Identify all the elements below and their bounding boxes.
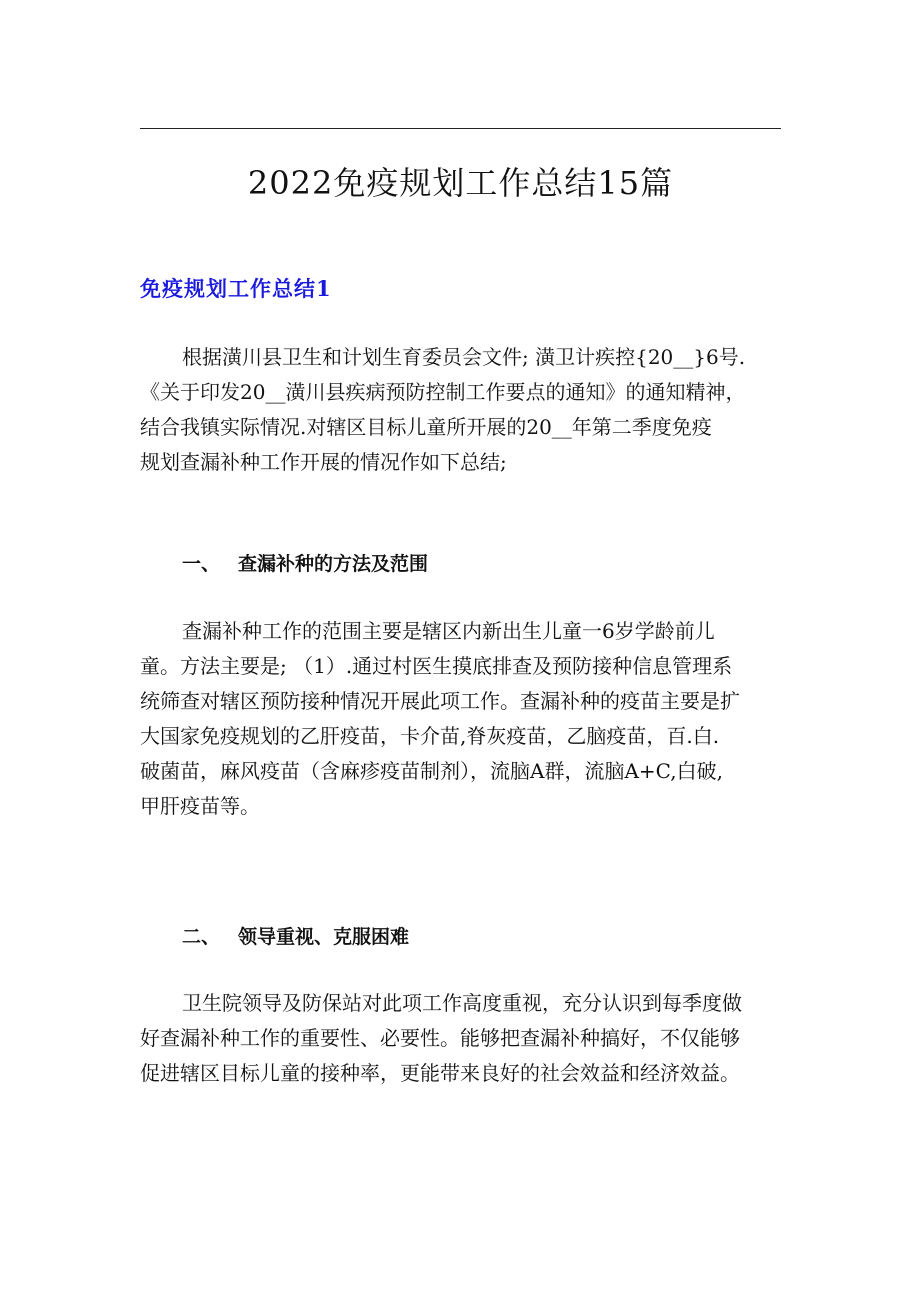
paragraph-line: 促进辖区目标儿童的接种率，更能带来良好的社会效益和经济效益。 — [140, 1061, 740, 1085]
intro-line: 规划查漏补种工作开展的情况作如下总结; — [140, 450, 507, 474]
paragraph-2 — [140, 986, 781, 1091]
heading-2-text: 领导重视、克服困难 — [238, 926, 410, 948]
paragraph-line: 统筛查对辖区预防接种情况开展此项工作。查漏补种的疫苗主要是扩 — [140, 689, 740, 713]
intro-line: 《关于印发20__潢川县疾病预防控制工作要点的通知》的通知精神， — [140, 380, 746, 404]
paragraph-line: 查漏补种工作的范围主要是辖区内新出生儿童一6岁学龄前儿 — [182, 619, 715, 643]
document-title: 2022免疫规划工作总结15篇 — [247, 164, 674, 202]
paragraph-line: 卫生院领导及防保站对此项工作高度重视，充分认识到每季度做 — [182, 991, 742, 1015]
intro-line: 根据潢川县卫生和计划生育委员会文件; 潢卫计疾控{20__}6号. — [182, 345, 746, 369]
paragraph-line: 童。方法主要是; （1）.通过村医生摸底排查及预防接种信息管理系 — [140, 654, 733, 678]
paragraph-line: 好查漏补种工作的重要性、必要性。能够把查漏补种搞好，不仅能够 — [140, 1026, 740, 1050]
intro-paragraph — [140, 340, 781, 480]
heading-1-number: 一、 — [182, 553, 221, 575]
paragraph-1 — [140, 614, 781, 824]
heading-2-number: 二、 — [182, 926, 221, 948]
heading-1 — [182, 549, 428, 579]
header-rule — [140, 128, 781, 129]
heading-2 — [182, 922, 409, 952]
paragraph-line: 大国家免疫规划的乙肝疫苗，卡介苗,脊灰疫苗，乙脑疫苗，百.白. — [140, 724, 720, 748]
heading-1-text: 查漏补种的方法及范围 — [238, 553, 429, 575]
section-title: 免疫规划工作总结1 — [140, 276, 332, 301]
paragraph-line: 甲肝疫苗等。 — [140, 794, 260, 818]
intro-line: 结合我镇实际情况.对辖区目标儿童所开展的20__年第二季度免疫 — [140, 415, 712, 439]
paragraph-line: 破菌苗，麻风疫苗（含麻疹疫苗制剂），流脑A群，流脑A+C,白破, — [140, 759, 723, 783]
